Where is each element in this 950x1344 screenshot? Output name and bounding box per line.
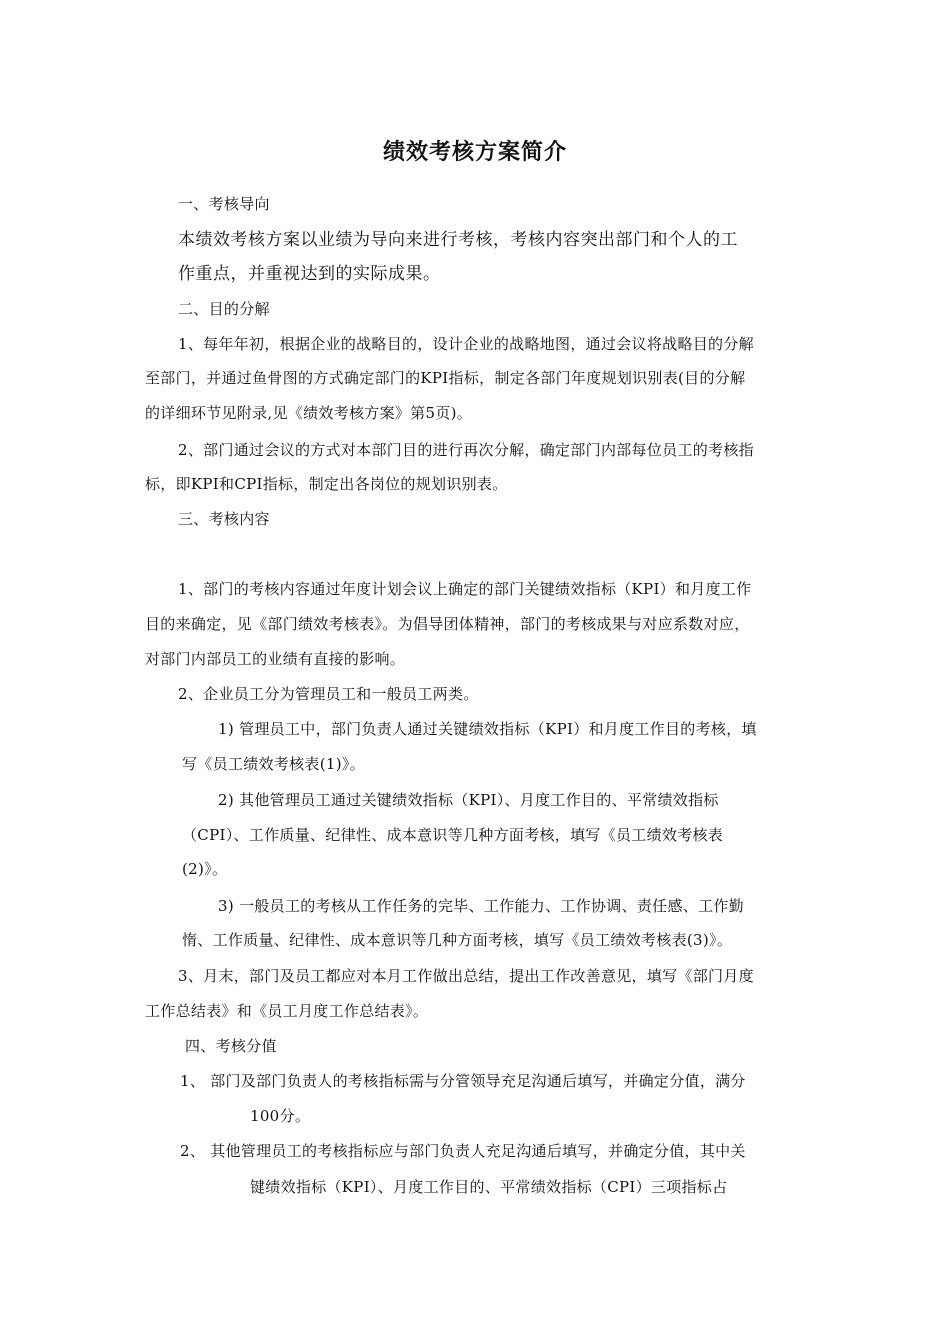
list-item: 2) 其他管理员工通过关键绩效指标（KPI）、月度工作目的、平常绩效指标 — [218, 791, 719, 809]
paragraph-line: 1、每年年初，根据企业的战略目的，设计企业的战略地图，通过会议将战略目的分解 — [178, 335, 754, 353]
section-heading: 三、考核内容 — [178, 510, 270, 528]
list-item: （CPI）、工作质量、纪律性、成本意识等几种方面考核，填写《员工绩效考核表 — [182, 826, 724, 844]
list-item: 3) 一般员工的考核从工作任务的完毕、工作能力、工作协调、责任感、工作勤 — [218, 897, 744, 915]
paragraph-line: 本绩效考核方案以业绩为导向来进行考核，考核内容突出部门和个人的工 — [178, 230, 738, 250]
section-heading: 四、考核分值 — [185, 1037, 277, 1055]
paragraph-line: 2、企业员工分为管理员工和一般员工两类。 — [178, 685, 479, 703]
paragraph-line: 对部门内部员工的业绩有直接的影响。 — [145, 650, 406, 668]
list-item: 100分。 — [250, 1107, 311, 1125]
list-item: (2)》。 — [182, 860, 228, 878]
paragraph-line: 标，即KPI和CPI指标，制定出各岗位的规划识别表。 — [145, 475, 508, 493]
paragraph-line: 2、部门通过会议的方式对本部门目的进行再次分解，确定部门内部每位员工的考核指 — [178, 441, 754, 459]
list-item: 惰、工作质量、纪律性、成本意识等几种方面考核，填写《员工绩效考核表(3)》。 — [182, 931, 733, 949]
section-heading: 二、目的分解 — [178, 300, 270, 318]
paragraph-line: 1、部门的考核内容通过年度计划会议上确定的部门关键绩效指标（KPI）和月度工作 — [178, 580, 752, 598]
list-item: 1、 部门及部门负责人的考核指标需与分管领导充足沟通后填写，并确定分值，满分 — [180, 1072, 746, 1090]
paragraph-line: 作重点，并重视达到的实际成果。 — [178, 264, 441, 284]
list-item: 写《员工绩效考核表(1)》。 — [182, 755, 365, 773]
paragraph-line: 工作总结表》和《员工月度工作总结表》。 — [145, 1002, 429, 1020]
paragraph-line: 的详细环节见附录,见《绩效考核方案》第5页)。 — [145, 404, 473, 422]
section-heading: 一、考核导向 — [178, 195, 270, 213]
list-item: 键绩效指标（KPI）、月度工作目的、平常绩效指标（CPI）三项指标占 — [250, 1178, 728, 1196]
list-item: 2、 其他管理员工的考核指标应与部门负责人充足沟通后填写，并确定分值，其中关 — [180, 1142, 746, 1160]
paragraph-line: 目的来确定，见《部门绩效考核表》。为倡导团体精神，部门的考核成果与对应系数对应， — [145, 615, 750, 633]
paragraph-line: 至部门，并通过鱼骨图的方式确定部门的KPI指标，制定各部门年度规划识别表(目的分解 — [145, 369, 746, 387]
list-item: 1) 管理员工中，部门负责人通过关键绩效指标（KPI）和月度工作目的考核，填 — [218, 720, 757, 738]
paragraph-line: 3、月末，部门及员工都应对本月工作做出总结，提出工作改善意见，填写《部门月度 — [178, 967, 754, 985]
document-title: 绩效考核方案简介 — [382, 139, 567, 165]
